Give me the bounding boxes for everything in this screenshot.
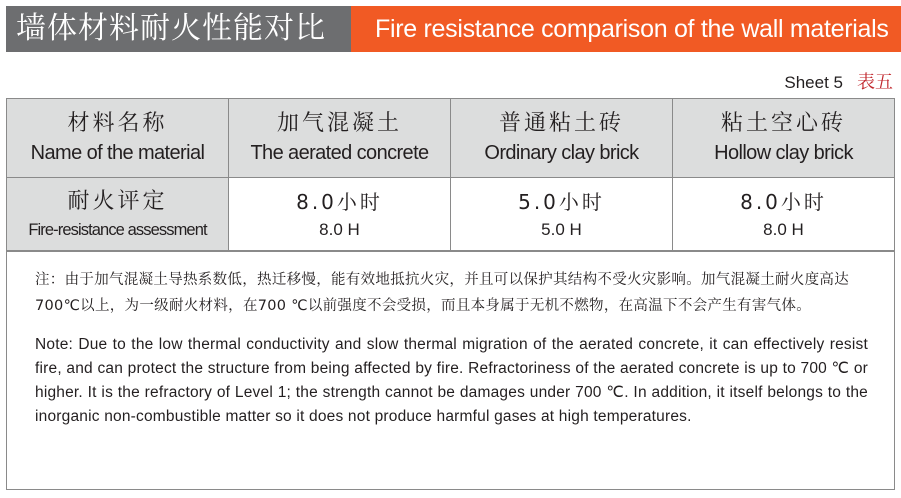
column-header-aerated-concrete xyxy=(229,99,451,177)
fire-value-en: 5.0 H xyxy=(541,219,582,239)
title-english: Fire resistance comparison of the wall materials xyxy=(351,6,901,52)
column-header-cn: 普通粘土砖 xyxy=(498,111,624,136)
table-row-fire-resistance xyxy=(7,178,894,252)
note-english: Note: Due to the low thermal conductivity and slow thermal migration of the aerated concrete, it can effectively resist fire, and can protect the structure from being affected by fire. Refractoriness of the aerated concrete is up to 700 ℃ or higher. It is the refractory of Level 1; the strength cannot be damages under 700 ℃. In addition, it itself belongs to the inorganic non-combustible matter so it does not produce harmful gases at high temperatures. xyxy=(35,336,868,425)
sheet-label-cn: 表五 xyxy=(857,72,893,92)
sheet-label xyxy=(784,70,893,94)
row-header-cn: 材料名称 xyxy=(67,111,168,136)
fire-value-hollow-clay-brick xyxy=(673,178,894,251)
notes-box xyxy=(6,250,895,490)
table-header-row xyxy=(7,99,894,178)
page-header xyxy=(0,0,901,56)
row-header-en: Name of the material xyxy=(30,142,205,164)
fire-value-en: 8.0 H xyxy=(763,219,804,239)
sheet-label-en: Sheet 5 xyxy=(784,73,843,92)
title-chinese: 墙体材料耐火性能对比 xyxy=(6,6,351,52)
column-header-ordinary-clay-brick xyxy=(451,99,673,177)
column-header-en: The aerated concrete xyxy=(250,142,429,164)
fire-value-cn: 8.0小时 xyxy=(740,189,827,214)
note-chinese: 注：由于加气混凝土导热系数低，热迁移慢，能有效地抵抗火灾，并且可以保护其结构不受火灾影响。加气混凝土耐火度高达700℃以上，为一级耐火材料，在700 ℃以前强度不会受损，而且本身属于无机不燃物，在高温下不会产生有害气体。 xyxy=(35,272,849,314)
fire-value-cn: 5.0小时 xyxy=(518,189,605,214)
column-header-hollow-clay-brick xyxy=(673,99,894,177)
fire-row-label-cell xyxy=(7,178,229,251)
column-header-cn: 粘土空心砖 xyxy=(720,111,846,136)
column-header-en: Hollow clay brick xyxy=(714,142,853,164)
fire-value-en: 8.0 H xyxy=(319,219,360,239)
fire-value-ordinary-clay-brick xyxy=(451,178,673,251)
fire-value-cn: 8.0小时 xyxy=(296,189,383,214)
fire-value-aerated-concrete xyxy=(229,178,451,251)
fire-row-label-cn: 耐火评定 xyxy=(67,188,168,214)
column-header-cn: 加气混凝土 xyxy=(276,111,402,136)
row-header-cell xyxy=(7,99,229,177)
column-header-en: Ordinary clay brick xyxy=(484,142,639,164)
comparison-table xyxy=(6,98,895,252)
fire-row-label-en: Fire-resistance assessment xyxy=(28,220,207,239)
